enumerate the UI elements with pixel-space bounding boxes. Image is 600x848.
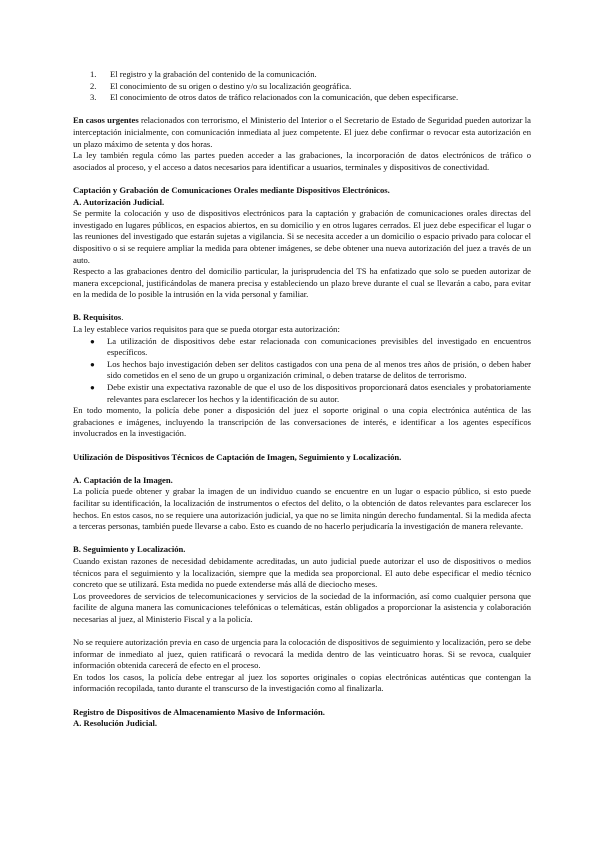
- body-paragraph: Cuando existan razones de necesidad debidamente acreditadas, un auto judicial puede autorizar el uso de dispositivos o medios técnicos para el seguimiento y la localización, siempre que la medida sea proporcional. El auto debe especificar el medio técnico concreto que se utilizará. Esta medida no puede extenderse más allá de dieciocho meses.: [73, 555, 531, 590]
- body-paragraph: No se requiere autorización previa en caso de urgencia para la colocación de dispositivos de seguimiento y localización, pero se debe informar de inmediato al juez, quien ratificará o revocará la medida dentro de las veinticuatro horas. Si se revoca, cualquier información obtenida carecerá de efecto en el proceso.: [73, 637, 531, 671]
- list-item: [73, 359, 531, 382]
- body-paragraph: En todo momento, la policía debe poner a disposición del juez el soporte original o una copia electrónica auténtica de las grabaciones e imágenes, incluyendo la transcripción de las conversaciones de interés, e identificar a los agentes específicos involucrados en la investigación.: [73, 405, 531, 439]
- section-heading-oral-communications: Captación y Grabación de Comunicaciones Orales mediante Dispositivos Electrónicos.: [73, 184, 390, 195]
- section-heading-image-tracking: Utilización de Dispositivos Técnicos de Captación de Imagen, Seguimiento y Localización.: [73, 451, 402, 462]
- body-paragraph: Respecto a las grabaciones dentro del domicilio particular, la jurisprudencia del TS ha enfatizado que solo se pueden autorizar de manera excepcional, justificándolas de manera precisa y estableciendo un plazo breve durante el cual se llevarán a cabo, para evitar en la medida de lo posible la intrusión en la vida personal y familiar.: [73, 266, 531, 300]
- list-item: [73, 336, 531, 359]
- bullet-icon: ●: [90, 336, 95, 346]
- bullet-icon: ●: [90, 359, 95, 369]
- list-item-text: El registro y la grabación del contenido de la comunicación.: [110, 69, 317, 79]
- subheading-tracking-location: B. Seguimiento y Localización.: [73, 544, 186, 555]
- subheading-image-capture: A. Captación de la Imagen.: [73, 474, 173, 485]
- requirements-intro: La ley establece varios requisitos para que se pueda otorgar esta autorización:: [73, 324, 340, 335]
- list-item: [73, 92, 531, 104]
- intro-numbered-list: [73, 69, 531, 104]
- urgent-cases-lead: En casos urgentes: [73, 115, 139, 126]
- list-item: [73, 382, 531, 405]
- subheading-judicial-resolution: A. Resolución Judicial.: [73, 718, 158, 729]
- law-access-paragraph: La ley también regula cómo las partes pueden acceder a las grabaciones, la incorporación de datos electrónicos de tráfico o asociados al proceso, y el acceso a datos necesarios para identificar a usuarios, terminales y dispositivos de conectividad.: [73, 150, 531, 172]
- list-number: 2.: [90, 80, 97, 91]
- list-item-text: El conocimiento de otros datos de tráfico relacionados con la comunicación, que deben especificarse.: [110, 92, 459, 103]
- document-page: [73, 69, 531, 730]
- list-item: [73, 69, 531, 81]
- urgent-cases-text: relacionados con terrorismo, el Ministerio del Interior o el Secretario de Estado de Seguridad pueden autorizar la interceptación inicialmente, con comunicación inmediata al juez competente. El juez debe confirmar o revocar esta autorización en un plazo máximo de setenta y dos horas.: [73, 115, 532, 149]
- body-paragraph: Los proveedores de servicios de telecomunicaciones y servicios de la sociedad de la información, así como cualquier persona que facilite de alguna manera las comunicaciones telefónicas o telemáticas, están obligados a proporcionar la asistencia y colaboración necesarias al juez, al Ministerio Fiscal y a la policía.: [73, 590, 531, 624]
- body-paragraph: La policía puede obtener y grabar la imagen de un individuo cuando se encuentre en un lugar o espacio público, si esto puede facilitar su identificación, la localización de instrumentos o efectos del delito, o la obtención de datos relevantes para esclarecer los hechos. En estos casos, no se requiere una autorización judicial, ya que no se limita ningún derecho fundamental. Si la medida afecta a terceras personas, también puede llevarse a cabo. Esto es cuando de no hacerlo perjudicaría la investigación de manera relevante.: [73, 486, 531, 532]
- subheading-judicial-authorization: A. Autorización Judicial.: [73, 196, 165, 207]
- subheading-requirements: B. Requisitos.: [73, 312, 124, 323]
- list-item-text: El conocimiento de su origen o destino y/o su localización geográfica.: [110, 80, 352, 91]
- list-item-text: La utilización de dispositivos debe estar relacionada con comunicaciones previsibles del investigado en encuentros específicos.: [107, 335, 531, 358]
- list-number: 3.: [90, 92, 97, 103]
- body-paragraph: En todos los casos, la policía debe entregar al juez los soportes originales o copias electrónicas auténticas que contengan la información recopilada, tanto durante el transcurso de la investigación como al finalizarla.: [73, 671, 531, 694]
- list-item: [73, 81, 531, 93]
- bullet-icon: ●: [90, 383, 95, 393]
- requirements-bullet-list: [73, 336, 531, 406]
- section-heading-mass-storage: Registro de Dispositivos de Almacenamiento Masivo de Información.: [73, 706, 325, 717]
- list-number: 1.: [90, 69, 97, 79]
- urgent-cases-paragraph: [73, 115, 531, 150]
- list-item-text: Los hechos bajo investigación deben ser delitos castigados con una pena de al menos tres años de prisión, o deben haber sido cometidos en el seno de un grupo u organización criminal, o deben tratarse de delitos de terrorismo.: [107, 358, 531, 381]
- list-item-text: Debe existir una expectativa razonable de que el uso de los dispositivos proporcionará datos esenciales y probatoriamente relevantes para esclarecer los hechos y la identificación de su autor.: [107, 382, 531, 404]
- body-paragraph: Se permite la colocación y uso de dispositivos electrónicos para la captación y grabación de comunicaciones orales directas del investigado en lugares públicos, en espacios abiertos, en su domicilio y en otros lugares cerrados. El juez debe especificar el lugar o las reuniones del investigado que estarán sujetas a vigilancia. Si se necesita acceder a un domicilio o espacio privado para colocar el dispositivo o si se requiere ampliar la medida para obtener imágenes, se debe obtener una nueva autorización del juez a través de un auto.: [73, 208, 531, 265]
